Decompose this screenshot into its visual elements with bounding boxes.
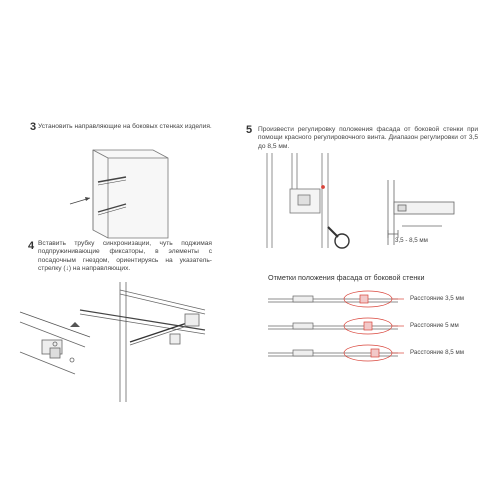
mark-row [268, 288, 488, 310]
cabinet-illustration [68, 140, 188, 250]
step-4-text: Вставить трубку синхронизации, чуть поджимая подпружинивающие фиксаторы, в элементы с посадочным гнездом, ориентируясь на указатель-стрелку (↓) на направляющих. [38, 240, 212, 273]
marks-title: Отметки положения фасада от боковой стенки [268, 273, 425, 282]
step-3-number: 3 [30, 121, 37, 133]
step-4-number: 4 [28, 240, 35, 252]
step-5-number: 5 [246, 124, 253, 136]
step-5-text: Произвести регулировку положения фасада от боковой стенки при помощи красного регулировочного винта. Диапазон регулировки от 3,5 до 8,5 мм. [258, 126, 478, 150]
mark-label-3: Расстояние 8,5 мм [410, 349, 464, 356]
mark-row [268, 342, 488, 364]
adjustment-illustration [262, 153, 352, 253]
mark-label-1: Расстояние 3,5 мм [410, 295, 464, 302]
mark-row [268, 315, 488, 337]
mark-label-2: Расстояние 5 мм [410, 322, 459, 329]
gap-diagram [380, 180, 460, 260]
sync-tube-illustration [20, 282, 220, 422]
range-label: 3,5 - 8,5 мм [395, 237, 428, 244]
step-3-text: Установить направляющие на боковых стенках изделия. [38, 123, 212, 130]
